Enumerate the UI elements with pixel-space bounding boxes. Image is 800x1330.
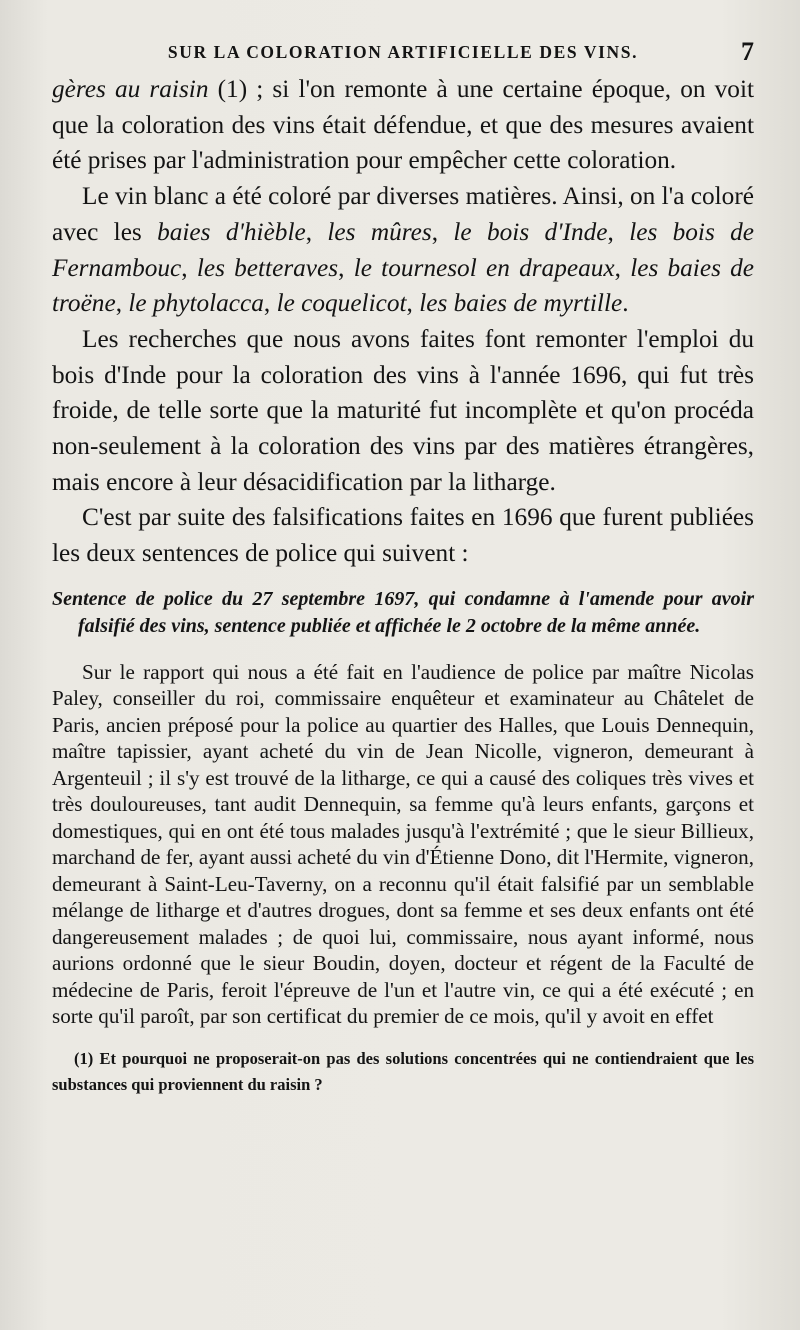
paragraph-research: Les recherches que nous avons faites font remonter l'emploi du bois d'Inde pour la coloration des vins à l'année 1696, qui fut très froide, de telle sorte que la maturité fut incomplète et qu'on procéda non-seulement à la coloration des vins par des matières étrangères, mais encore à leur désacidification par la litharge. <box>52 324 754 496</box>
italic-term: les baies de myrtille <box>419 289 623 318</box>
italic-term: les mûres <box>327 217 432 246</box>
italic-term: baies d'hièble <box>157 217 306 246</box>
page-number: 7 <box>741 37 754 66</box>
italic-term: le bois d'Inde <box>453 217 608 246</box>
italic-term: le tournesol en drapeaux <box>353 253 615 282</box>
separator: , <box>263 289 277 318</box>
paragraph-report: Sur le rapport qui nous a été fait en l'audience de police par maître Nicolas Paley, conseiller du roi, commissaire enquêteur et examinateur au Châtelet de Paris, ancien préposé pour la police au quartier des Halles, que Louis Dennequin, maître tapissier, ayant acheté du vin de Jean Nicolle, vigneron, demeurant à Argenteuil ; il s'y est trouvé de la litharge, ce qui a causé des coliques très vives et très douloureuses, tant audit Dennequin, sa femme qu'à leurs enfants, garçons et domestiques, qui en ont été tous malades jusqu'à l'extrémité ; que le sieur Billieux, marchand de fer, ayant aussi acheté du vin d'Étienne Dono, dit l'Hermite, vigneron, demeurant à Saint-Leu-Taverny, on a reconnu qu'il était falsifié par un semblable mélange de litharge et d'autres drogues, dont sa femme et ses deux enfants ont été dangereusement malades ; de quoi lui, commissaire, nous ayant informé, nous aurions ordonné que le sieur Boudin, doyen, docteur et régent de la Faculté de médecine de Paris, feroit l'épreuve de l'un et l'autre vin, ce qui a été exécuté ; en sorte qu'il paroît, par son certificat du premier de ce mois, qu'il y avoit en effet <box>52 659 754 1029</box>
separator: , <box>614 253 631 282</box>
separator: , <box>431 217 454 246</box>
running-title: SUR LA COLORATION ARTIFICIELLE DES VINS. <box>167 42 639 62</box>
footnote: (1) Et pourquoi ne proposerait-on pas des solutions concentrées qui ne contiendraient que les substances qui proviennent du raisin ? <box>52 1048 754 1094</box>
paragraph-text: (1) ; si l'on remonte à une certaine époque, on voit que la coloration des vins était défendue, et que des mesures avaient été prises par l'administration pour empêcher cette coloration. <box>52 75 754 175</box>
italic-phrase: gères au raisin <box>52 75 209 103</box>
italic-term: le coquelicot <box>276 289 407 318</box>
ruling-heading: Sentence de police du 27 septembre 1697, qui condamne à l'amende pour avoir falsifié des vins, sentence publiée et affichée le 2 octobre de la même année. <box>52 587 754 638</box>
italic-term: les betteraves <box>196 253 339 282</box>
italic-term: les bois de Fernambouc <box>52 217 755 282</box>
paragraph-white-wine <box>52 179 754 322</box>
separator: , <box>181 253 197 282</box>
separator: , <box>305 217 328 246</box>
running-head <box>52 32 754 72</box>
separator: , <box>607 217 630 246</box>
separator: , <box>338 253 354 282</box>
separator: . <box>622 289 629 318</box>
paragraph-continuation <box>52 72 754 179</box>
italic-term: le phytolacca <box>128 289 264 318</box>
paragraph-sentences: C'est par suite des falsifications faites en 1696 que furent publiées les deux sentences de police qui suivent : <box>52 503 754 568</box>
paragraph-text: Le vin blanc a été coloré par diverses matières. Ainsi, on l'a coloré avec les <box>52 182 754 246</box>
italic-term: les baies de troëne <box>52 253 755 318</box>
separator: , <box>115 289 129 318</box>
separator: , <box>406 289 420 318</box>
